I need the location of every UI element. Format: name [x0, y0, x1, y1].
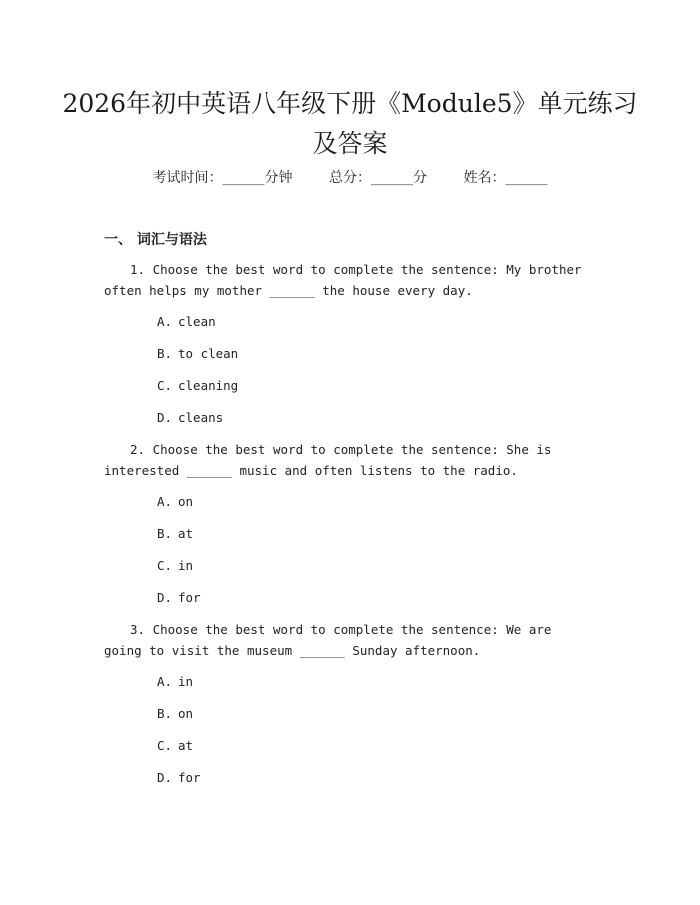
option-letter: D.: [157, 770, 173, 785]
question-1: 1. Choose the best word to complete the sentence: My brother often helps my mother ______ the house every day.: [104, 262, 582, 298]
question-3-option-a: [157, 673, 193, 691]
document-title: 2026年初中英语八年级下册《Module5》单元练习及答案: [62, 89, 638, 158]
option-text: in: [178, 558, 194, 573]
option-letter: C.: [157, 378, 173, 393]
question-1-option-b: [157, 345, 238, 363]
option-text: clean: [178, 314, 216, 329]
question-2-option-c: [157, 557, 193, 575]
question-2-option-b: [157, 525, 193, 543]
exam-time: 考试时间：______分钟: [152, 170, 293, 186]
option-text: cleaning: [178, 378, 239, 393]
question-1-option-c: [157, 377, 238, 395]
option-letter: C.: [157, 558, 173, 573]
option-text: at: [178, 738, 194, 753]
option-letter: D.: [157, 410, 173, 425]
option-text: at: [178, 526, 194, 541]
option-letter: A.: [157, 494, 173, 509]
question-3: 3. Choose the best word to complete the sentence: We are going to visit the museum ______ Sunday afternoon.: [104, 622, 552, 658]
question-3-option-b: [157, 705, 193, 723]
option-text: in: [178, 674, 194, 689]
option-letter: D.: [157, 590, 173, 605]
question-3-option-c: [157, 737, 193, 755]
question-1-option-a: [157, 313, 216, 331]
option-text: for: [178, 770, 201, 785]
exam-info-line: [0, 168, 700, 188]
option-text: on: [178, 706, 194, 721]
option-text: on: [178, 494, 194, 509]
question-3-option-d: [157, 769, 201, 787]
question-2: 2. Choose the best word to complete the sentence: She is interested ______ music and often listens to the radio.: [104, 442, 552, 478]
question-2-option-d: [157, 589, 201, 607]
option-letter: B.: [157, 346, 173, 361]
total-score: 总分：______分: [329, 170, 427, 186]
option-letter: C.: [157, 738, 173, 753]
option-text: to clean: [178, 346, 239, 361]
option-letter: A.: [157, 674, 173, 689]
question-2-option-a: [157, 493, 193, 511]
question-1-option-d: [157, 409, 223, 427]
option-letter: B.: [157, 526, 173, 541]
option-text: cleans: [178, 410, 224, 425]
option-letter: B.: [157, 706, 173, 721]
student-name: 姓名：______: [463, 170, 548, 186]
option-text: for: [178, 590, 201, 605]
section-heading: 一、 词汇与语法: [104, 232, 207, 248]
option-letter: A.: [157, 314, 173, 329]
